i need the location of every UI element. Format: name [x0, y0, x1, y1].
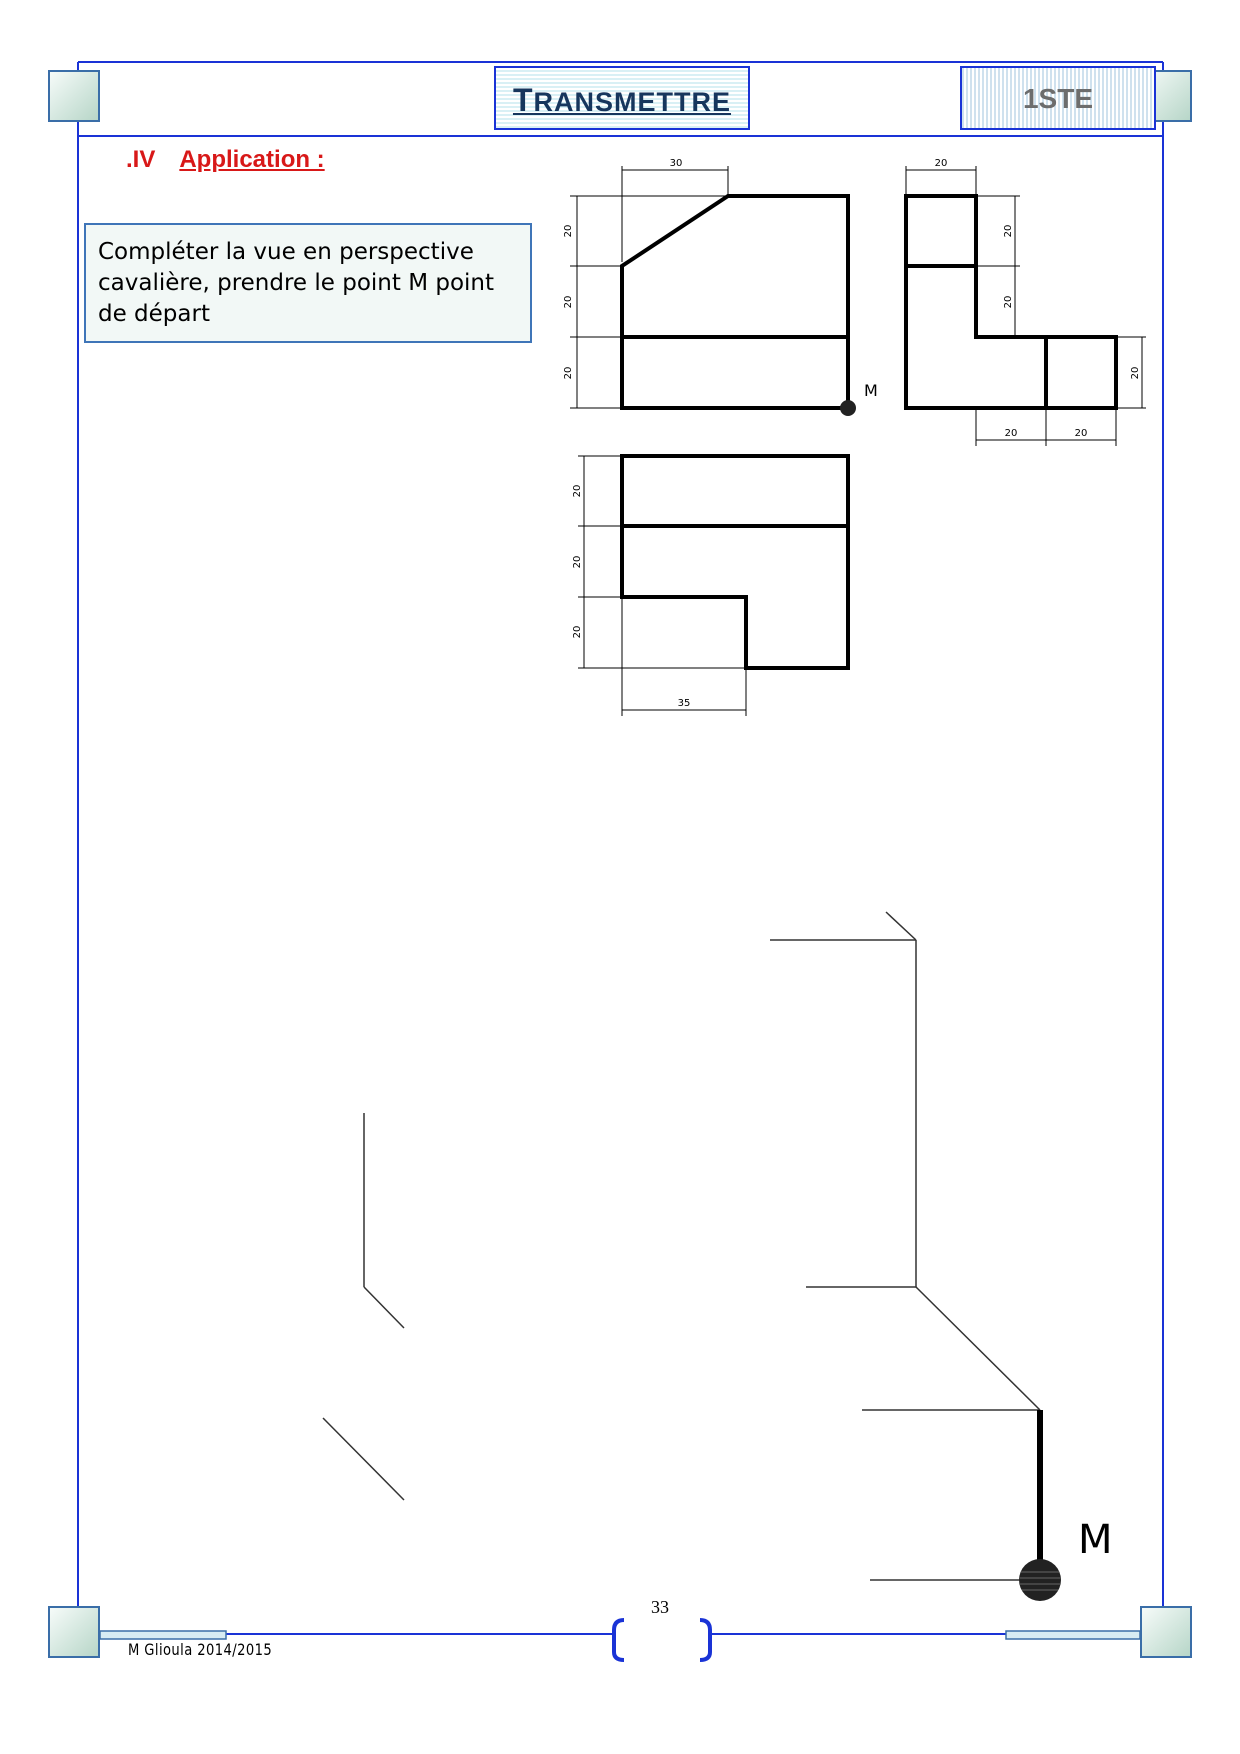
point-m-label-small: M [864, 381, 878, 400]
point-m-marker-large [1019, 1559, 1061, 1601]
dim-front-left-1: 20 [563, 224, 574, 238]
dim-front-left-3: 20 [563, 366, 574, 380]
dim-front-left-2: 20 [563, 295, 574, 309]
class-label: 1STE [1022, 83, 1094, 114]
dim-front-top: 30 [669, 158, 683, 169]
dim-side-bottom-2: 20 [1074, 428, 1088, 439]
dim-side-right-3: 20 [1130, 366, 1141, 380]
dim-top-left-3: 20 [572, 625, 583, 639]
dim-side-right-1: 20 [1003, 224, 1014, 238]
dim-top-left-2: 20 [572, 555, 583, 569]
section-label: Application : [179, 146, 325, 173]
footer-author: M Glioula 2014/2015 [128, 1640, 273, 1659]
point-m-label-large: M [1078, 1517, 1113, 1563]
page-number: 33 [651, 1597, 669, 1617]
section-number: .IV [126, 146, 156, 173]
dim-top-bottom: 35 [677, 698, 691, 709]
page-title: TRANSMETTRE [512, 82, 732, 118]
instruction-text: Compléter la vue en perspective cavalière, prendre le point M point de départ [98, 239, 495, 327]
dim-side-top: 20 [934, 158, 948, 169]
dim-side-bottom-1: 20 [1004, 428, 1018, 439]
dim-side-right-2: 20 [1003, 295, 1014, 309]
dim-top-left-1: 20 [572, 484, 583, 498]
